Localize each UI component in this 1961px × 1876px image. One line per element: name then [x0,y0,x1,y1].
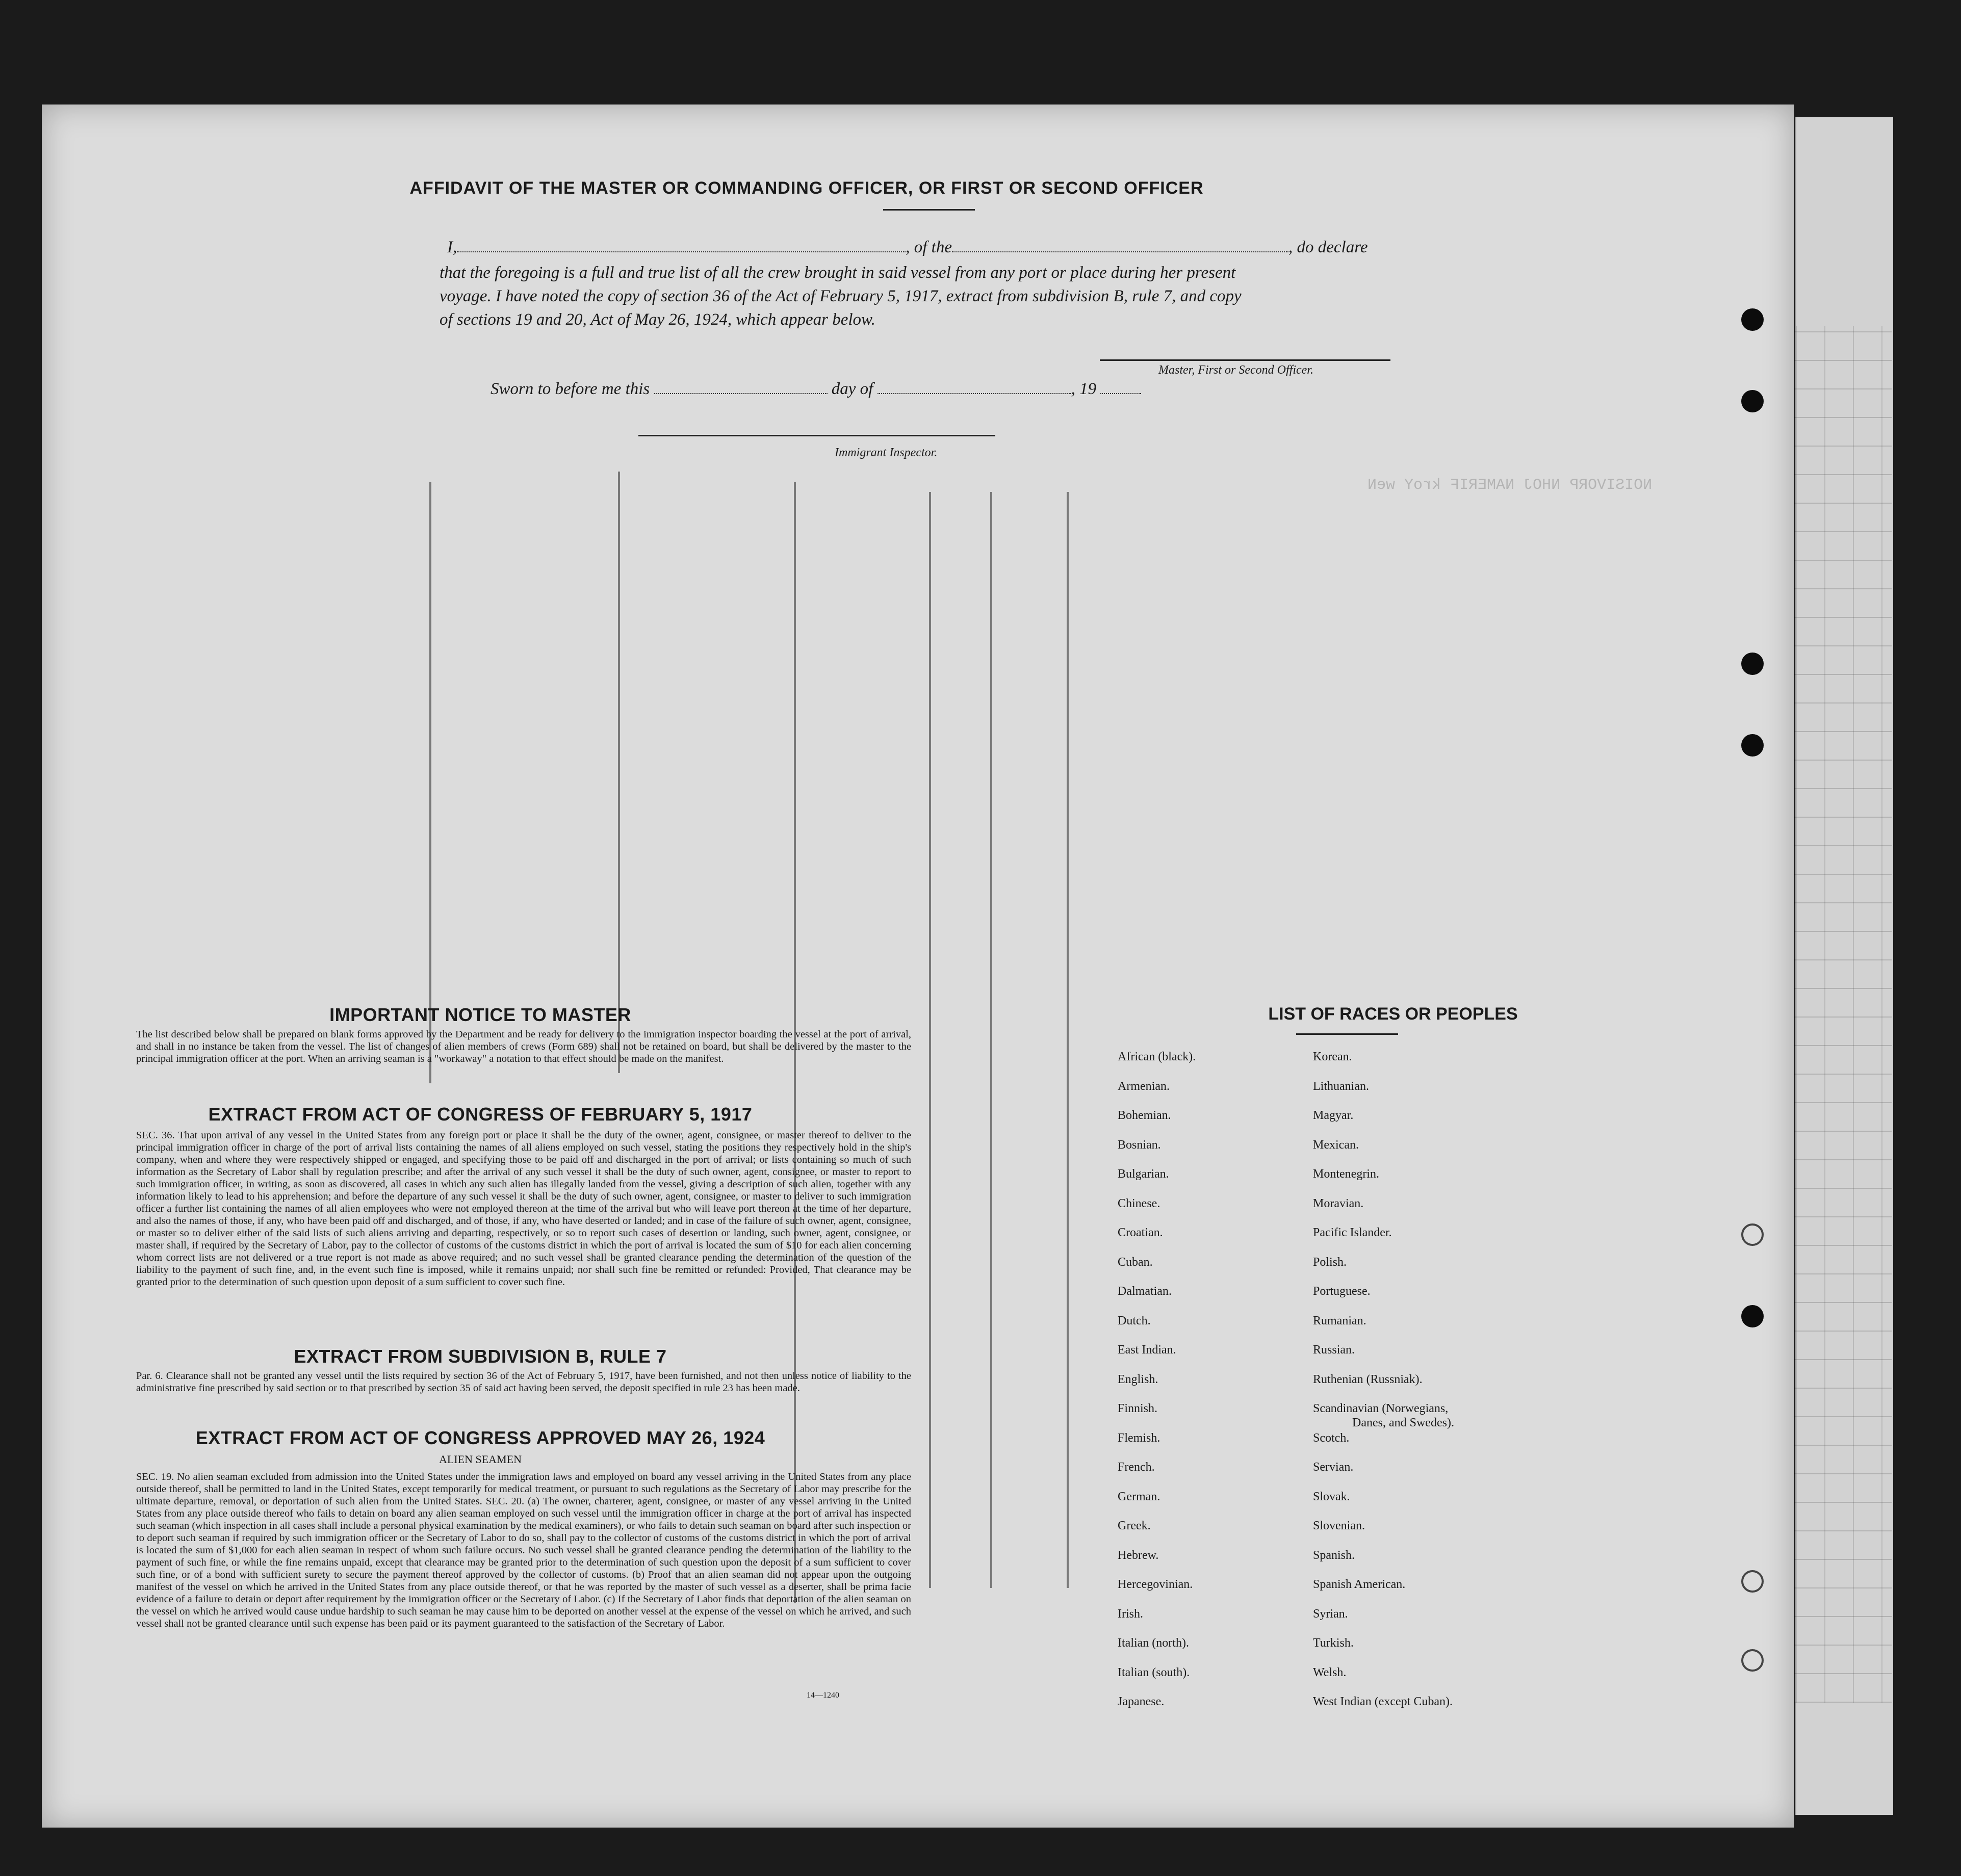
affidavit-title: AFFIDAVIT OF THE MASTER OR COMMANDING OFFICER, OR FIRST OR SECOND OFFICER [409,178,1204,198]
race-item: Scandinavian (Norwegians, [1313,1402,1449,1415]
affidavit-i-label: I, [447,238,457,256]
race-item: Portuguese. [1313,1285,1371,1298]
notice-text: The list described below shall be prepared on blank forms approved by the Department and be ready for delivery to the immigration inspector boarding the vessel at the port of arrival, and shall in no instance be taken from the vessel. The list of changes of alien members of crews (Form 689) shall not be retained on board, but shall be delivered by the master to the principal immigration officer at the port. When an arriving seaman is a "workaway" a notation to that effect should be made on the manifest. [136,1029,911,1064]
form-number: 14—1240 [807,1691,839,1700]
race-item: Dalmatian. [1118,1285,1172,1298]
race-item: Bosnian. [1118,1138,1161,1152]
affidavit-line-4: of sections 19 and 20, Act of May 26, 1924, which appear below. [440,310,875,329]
punch-hole-ring [1741,1570,1764,1593]
race-item: Greek. [1118,1519,1151,1532]
race-item: Cuban. [1118,1255,1153,1269]
punch-hole [1741,653,1764,675]
master-signature-label: Master, First or Second Officer. [1158,363,1313,377]
race-item: Montenegrin. [1313,1167,1379,1181]
punch-hole [1741,734,1764,757]
punch-hole [1741,308,1764,331]
sworn-line [491,380,1141,399]
race-item: French. [1118,1461,1155,1474]
bleed-column-line [1067,492,1069,1588]
punch-hole-ring [1741,1649,1764,1672]
notice-title: IMPORTANT NOTICE TO MASTER [329,1004,631,1025]
affidavit-declaration-line [447,238,1367,257]
bleed-column-line [429,482,431,1083]
punch-hole [1741,390,1764,412]
extract-1917-text: SEC. 36. That upon arrival of any vessel in the United States from any foreign port or place it shall be the duty of the owner, agent, consignee, or master thereof to deliver to the principal immigration officer in charge of the port of arrival lists containing the names of all aliens employed on such vessel, stating the positions they respectively hold in the ship's company, when and where they were respectively shipped or engaged, and specifying those to be paid off and discharged in the port of arrival; or lists containing so much of such information as the Secretary of Labor shall by regulation prescribe; and after the arrival of any such vessel it shall be the duty of such owner, agent, consignee, or master to report to such immigration officer, in writing, as soon as discovered, all cases in which any such alien has illegally landed from the vessel, giving a description of such alien, together with any information likely to lead to his apprehension; and before the departure of any such vessel it shall be the duty of such owner, agent, consignee, or master to deliver to such immigration officer a further list containing the names of all alien employees who were not employed thereon at the time of the arrival but who will leave port thereon at the time of her departure, and also the names of those, if any, who have been paid off and discharged, and of those, if any, who have deserted or landed; and in case of the failure of such owner, agent, consignee, or master so to deliver either of the said lists of such aliens arriving and departing, respectively, or so to report such cases of desertion or landing, such owner, agent, consignee, or master shall, if required by the Secretary of Labor, pay to the collector of customs of the customs district in which the port of arrival is located the sum of $10 for each alien concerning whom correct lists are not delivered or a true report is not made as above required; and no such vessel shall be granted clearance pending the determination of the question of the liability to the payment of such fine, and, in the event such fine is imposed, while it remains unpaid; nor shall such fine be remitted or refunded: Provided, That clearance may be granted prior to the determination of such question upon deposit of a sum sufficient to cover such fine. [136,1130,911,1288]
race-item: Italian (north). [1118,1636,1189,1650]
inspector-signature-line[interactable] [638,435,995,436]
race-item: Korean. [1313,1050,1352,1063]
race-item: East Indian. [1118,1343,1176,1357]
day-of-label: day of [831,380,873,398]
race-item: Japanese. [1118,1695,1165,1708]
bleed-column-line [929,492,931,1588]
races-title: LIST OF RACES OR PEOPLES [1268,1004,1518,1024]
vessel-name-field[interactable] [952,251,1288,252]
race-item: Mexican. [1313,1138,1359,1152]
race-item: Bohemian. [1118,1109,1171,1122]
sworn-label: Sworn to before me this [491,380,650,398]
race-item: Rumanian. [1313,1314,1366,1327]
race-item: Danes, and Swedes). [1352,1416,1454,1429]
race-item: Syrian. [1313,1607,1348,1621]
extract-rule7-title: EXTRACT FROM SUBDIVISION B, RULE 7 [294,1346,667,1367]
race-item: Moravian. [1313,1196,1364,1210]
affidavit-line-2: that the foregoing is a full and true list of all the crew brought in said vessel from any port or place during her present [440,264,1236,282]
inspector-signature-label: Immigrant Inspector. [835,446,938,459]
races-title-rule [1296,1033,1398,1035]
race-item: Flemish. [1118,1431,1160,1445]
bleed-column-line [990,492,992,1588]
race-item: Ruthenian (Russniak). [1313,1372,1423,1386]
race-item: Russian. [1313,1343,1355,1357]
race-item: Welsh. [1313,1665,1347,1679]
race-item: Slovak. [1313,1490,1350,1503]
extract-rule7-text: Par. 6. Clearance shall not be granted any vessel until the lists required by section 36 of the Act of February 5, 1917, have been furnished, and not then unless notice of liability to the administrative fine prescribed by said section or to that prescribed by section 35 of said act having been served, the deposit specified in rule 23 has been made. [136,1370,911,1394]
race-item: Croatian. [1118,1226,1163,1239]
punch-hole [1741,1305,1764,1327]
affidavit-line-3: voyage. I have noted the copy of section 36 of the Act of February 5, 1917, extract from subdivision B, rule 7, and copy [440,287,1242,305]
race-item: Hebrew. [1118,1548,1159,1562]
officer-name-field[interactable] [457,251,906,252]
manifest-page [42,105,1794,1828]
race-item: Spanish. [1313,1548,1355,1562]
race-item: Slovenian. [1313,1519,1365,1532]
race-item: Finnish. [1118,1402,1158,1415]
race-item: Bulgarian. [1118,1167,1169,1181]
race-item: Chinese. [1118,1196,1160,1210]
affidavit-title-rule [883,209,975,211]
extract-1924-subtitle: ALIEN SEAMEN [439,1453,522,1466]
bleed-through-text: NOISIVORP NHOJ NAMERIF kroY weN [1367,477,1653,494]
sworn-year-field[interactable] [1100,393,1141,394]
race-item: Magyar. [1313,1109,1354,1122]
year-prefix-label: , 19 [1071,380,1097,398]
extract-1924-text: SEC. 19. No alien seaman excluded from admission into the United States under the immigration laws and employed on board any vessel arriving in the United States from any place outside thereof, shall be permitted to land in the United States, except temporarily for medical treatment, or pursuant to such regulations as the Secretary of Labor may prescribe for the ultimate departure, removal, or deportation of such alien from the United States. SEC. 20. (a) The owner, charterer, agent, consignee, or master of any vessel arriving in the United States from any place outside thereof who fails to detain on board any alien seaman employed on such vessel until the immigration officer in charge at the port of arrival has inspected such seaman (which inspection in all cases shall include a personal physical examination by the medical examiners), or who fails to detain such seaman on board after such inspection or to deport such seaman if required by such immigration officer or the Secretary of Labor to do so, shall pay to the collector of customs of the customs district in which the port of arrival is located the sum of $1,000 for each alien seaman in respect of whom such failure occurs. No such vessel shall be granted clearance pending the determination of the liability to the payment of such fine, or while the fine remains unpaid, except that clearance may be granted prior to the determination of such question upon the deposit of a sum sufficient to cover such fine, or of a bond with sufficient surety to secure the payment thereof approved by the collector of customs. (b) Proof that an alien seaman did not appear upon the outgoing manifest of the vessel on which he arrived in the United States from any place outside thereof, or that he was reported by the master of such vessel as a deserter, shall be prima facie evidence of a failure to detain or deport after requirement by the immigration officer or the Secretary of Labor. (c) If the Secretary of Labor finds that deportation of the alien seaman on the vessel on which he arrived would cause undue hardship to such seaman he may cause him to be deported on another vessel at the expense of the vessel on which he arrived, and such vessel shall not be granted clearance until such expense has been paid or its payment guaranteed to the satisfaction of the Secretary of Labor. [136,1471,911,1629]
race-item: Dutch. [1118,1314,1151,1327]
sworn-month-field[interactable] [878,393,1071,394]
race-item: Armenian. [1118,1079,1170,1093]
bleed-column-line [618,472,620,1073]
race-item: Pacific Islander. [1313,1226,1392,1239]
race-item: Hercegovinian. [1118,1578,1193,1591]
race-item: English. [1118,1372,1158,1386]
extract-1917-title: EXTRACT FROM ACT OF CONGRESS OF FEBRUARY 5, 1917 [208,1104,753,1125]
race-item: Scotch. [1313,1431,1350,1445]
race-item: West Indian (except Cuban). [1313,1695,1453,1708]
race-item: German. [1118,1490,1160,1503]
race-item: Polish. [1313,1255,1347,1269]
affidavit-declare-label: , do declare [1288,238,1368,256]
race-item: Servian. [1313,1461,1354,1474]
sworn-day-field[interactable] [654,393,828,394]
punch-hole-ring [1741,1223,1764,1246]
race-item: Turkish. [1313,1636,1354,1650]
race-item: Spanish American. [1313,1578,1406,1591]
extract-1924-title: EXTRACT FROM ACT OF CONGRESS APPROVED MAY 26, 1924 [195,1427,765,1448]
master-signature-line[interactable] [1100,359,1390,361]
affidavit-of-the-label: , of the [906,238,952,256]
race-item: Italian (south). [1118,1665,1190,1679]
race-item: Lithuanian. [1313,1079,1369,1093]
race-item: Irish. [1118,1607,1143,1621]
race-item: African (black). [1118,1050,1196,1063]
